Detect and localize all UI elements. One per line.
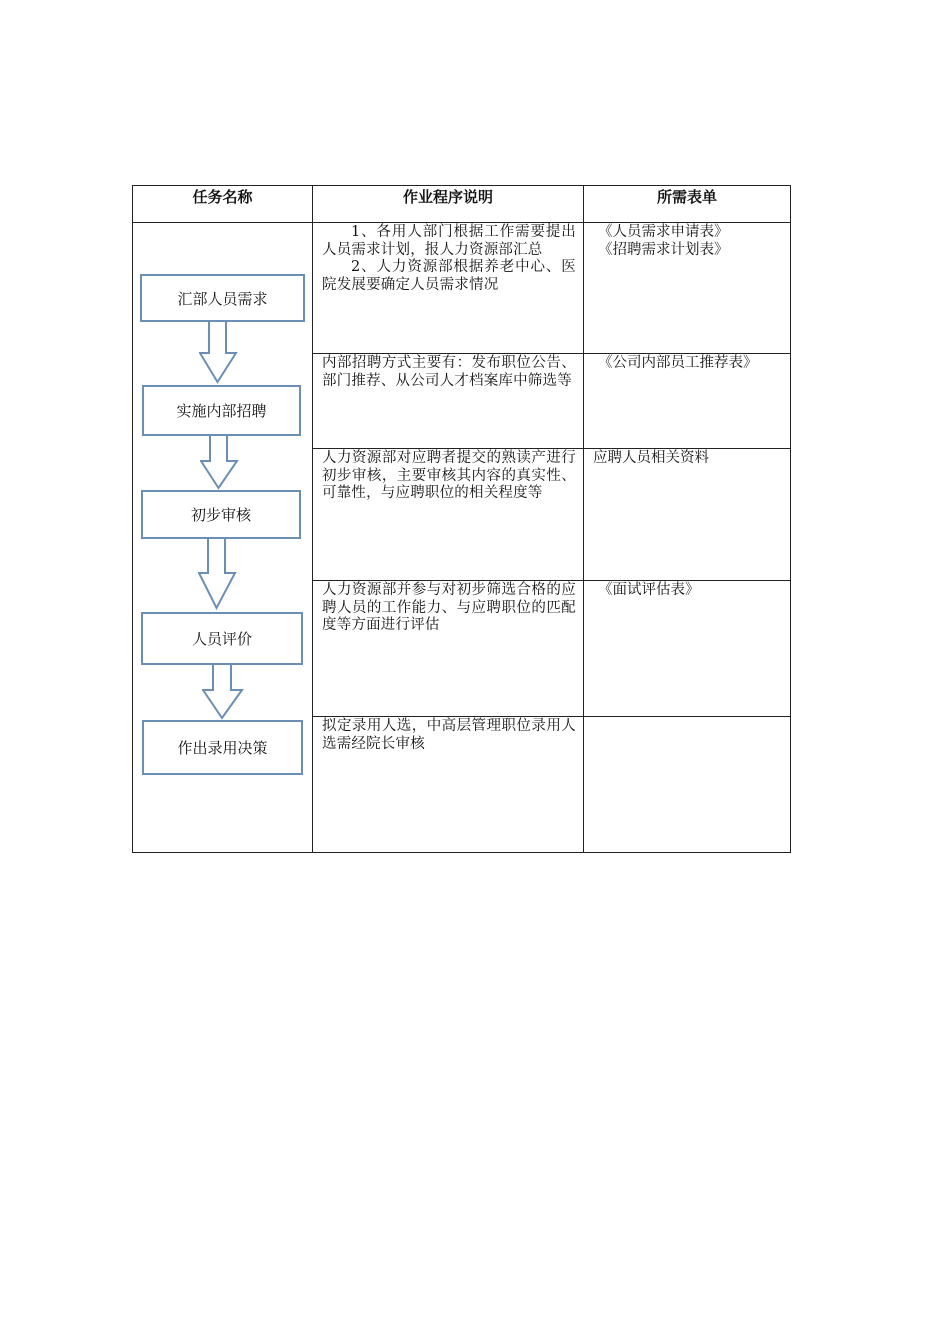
form-name: 《招聘需求计划表》 — [598, 241, 729, 258]
flow-step-label: 实施内部招聘 — [176, 402, 267, 420]
header-forms: 所需表单 — [656, 188, 717, 206]
flow-step-label: 人员评价 — [191, 630, 252, 648]
table-row-description — [322, 355, 576, 390]
table-row-divider — [312, 580, 791, 581]
table-divider-col1 — [312, 185, 313, 852]
flow-step-box — [142, 385, 301, 436]
table-row-description — [322, 582, 576, 635]
header-procedure: 作业程序说明 — [402, 188, 493, 206]
description-paragraph: 人力资源部对应聘者提交的熟读产进行初步审核，主要审核其内容的真实性、可靠性，与应聘职位的相关程度等 — [322, 450, 576, 501]
table-border-left — [132, 185, 133, 852]
description-paragraph: 拟定录用人选，中高层管理职位录用人选需经院长审核 — [322, 718, 576, 752]
header-task-name: 任务名称 — [192, 188, 253, 206]
down-arrow-icon — [200, 434, 240, 490]
form-name: 应聘人员相关资料 — [593, 450, 709, 466]
down-arrow-icon — [199, 319, 239, 385]
description-paragraph: 人力资源部并参与对初步筛选合格的应聘人员的工作能力、与应聘职位的匹配度等方面进行评估 — [322, 582, 576, 633]
flow-step-label: 作出录用决策 — [177, 739, 268, 757]
flow-step-label: 初步审核 — [190, 506, 251, 524]
table-row-forms — [593, 450, 783, 468]
down-arrow-icon — [198, 537, 238, 611]
description-paragraph: 内部招聘方式主要有：发布职位公告、部门推荐、从公司人才档案库中筛选等 — [322, 355, 576, 389]
table-row-description — [322, 718, 576, 753]
description-paragraph: 2、人力资源部根据养老中心、医院发展要确定人员需求情况 — [322, 259, 576, 293]
table-row-forms — [598, 355, 788, 373]
table-divider-col2 — [583, 185, 584, 852]
table-border-right — [790, 185, 791, 852]
table-row-description — [322, 450, 576, 503]
form-name: 《公司内部员工推荐表》 — [598, 355, 758, 371]
description-paragraph: 1、各用人部门根据工作需要提出人员需求计划，报人力资源部汇总 — [322, 224, 576, 258]
table-row-forms — [598, 582, 788, 600]
flow-step-box — [140, 274, 305, 322]
table-row-divider — [312, 448, 791, 449]
form-name: 《面试评估表》 — [598, 582, 700, 598]
flow-step-box — [142, 720, 303, 775]
flow-step-label: 汇部人员需求 — [177, 289, 268, 308]
table-border-bottom — [132, 852, 791, 853]
flow-step-box — [141, 612, 303, 665]
table-row-description — [322, 224, 576, 294]
down-arrow-icon — [202, 663, 244, 721]
table-row-divider — [312, 353, 791, 354]
flow-step-box — [141, 490, 301, 539]
table-row-divider — [312, 716, 791, 717]
form-name: 《人员需求申请表》 — [598, 224, 729, 240]
table-row-forms — [598, 224, 788, 259]
